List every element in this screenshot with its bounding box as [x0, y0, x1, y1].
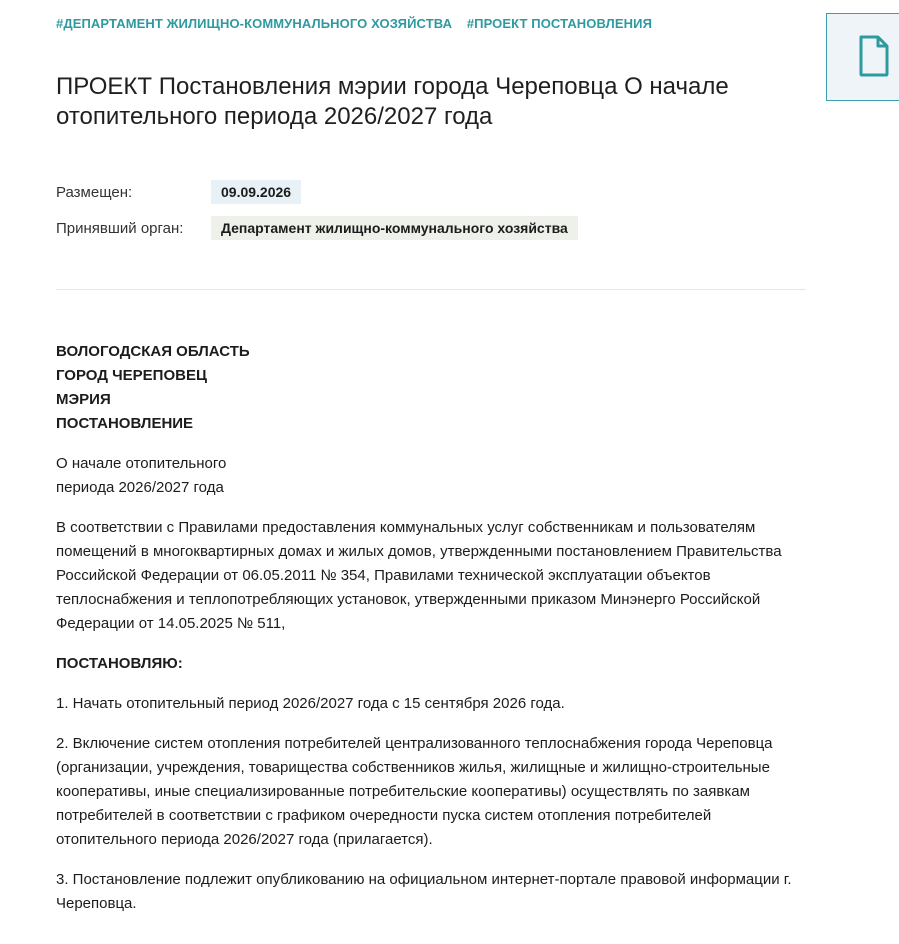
page-title: ПРОЕКТ Постановления мэрии города Череповца О начале отопительного периода 2026/2027 года [56, 73, 729, 130]
document-preamble: В соответствии с Правилами предоставления коммунальных услуг собственникам и пользователям помещений в многоквартирных домах и жилых домов, утвержденными постановлением Правительства Российской Федерации от 06.05.2011 № 354, Правилами технической эксплуатации объектов теплоснабжения и теплопотребляющих установок, утвержденными приказом Минэнерго Российской Федерации от 14.05.2025 № 511, [56, 519, 782, 632]
posted-date: 09.09.2026 [211, 180, 301, 204]
subject-line-2: периода 2026/2027 года [56, 479, 224, 496]
document-header [56, 340, 796, 436]
posted-label: Размещен: [56, 184, 133, 201]
decree-heading: ПОСТАНОВЛЯЮ: [56, 655, 183, 672]
org-label: Принявший орган: [56, 220, 184, 237]
tag-list [56, 16, 663, 31]
org-row [56, 216, 578, 240]
decree-item-1: 1. Начать отопительный период 2026/2027 года с 15 сентября 2026 года. [56, 695, 565, 712]
header-type: ПОСТАНОВЛЕНИЕ [56, 415, 194, 432]
document-icon [858, 35, 890, 77]
header-office: МЭРИЯ [56, 391, 111, 408]
subject-line-1: О начале отопительного [56, 455, 227, 472]
header-region: ВОЛОГОДСКАЯ ОБЛАСТЬ [56, 343, 250, 360]
tag-housing-department[interactable]: #ДЕПАРТАМЕНТ ЖИЛИЩНО-КОММУНАЛЬНОГО ХОЗЯЙСТВА [56, 16, 453, 31]
decree-item-2: 2. Включение систем отопления потребителей централизованного теплоснабжения города Череповца (организации, учреждения, товарищества собственников жилья, жилищные и жилищно-строительные кооперативы, иные специализированные потребительские кооперативы) осуществлять по заявкам потребителей в соответствии с графиком очередности пуска систем отопления потребителей отопительного периода 2026/2027 года (прилагается). [56, 735, 773, 848]
document-download-button[interactable] [826, 13, 899, 101]
document-body [56, 340, 796, 932]
decree-item-3: 3. Постановление подлежит опубликованию на официальном интернет-портале правовой информации г. Череповца. [56, 871, 792, 912]
document-subject [56, 452, 796, 500]
divider [56, 289, 806, 290]
posted-row [56, 180, 301, 204]
org-value: Департамент жилищно-коммунального хозяйства [211, 216, 578, 240]
header-city: ГОРОД ЧЕРЕПОВЕЦ [56, 367, 207, 384]
tag-draft-resolution[interactable]: #ПРОЕКТ ПОСТАНОВЛЕНИЯ [466, 16, 653, 31]
